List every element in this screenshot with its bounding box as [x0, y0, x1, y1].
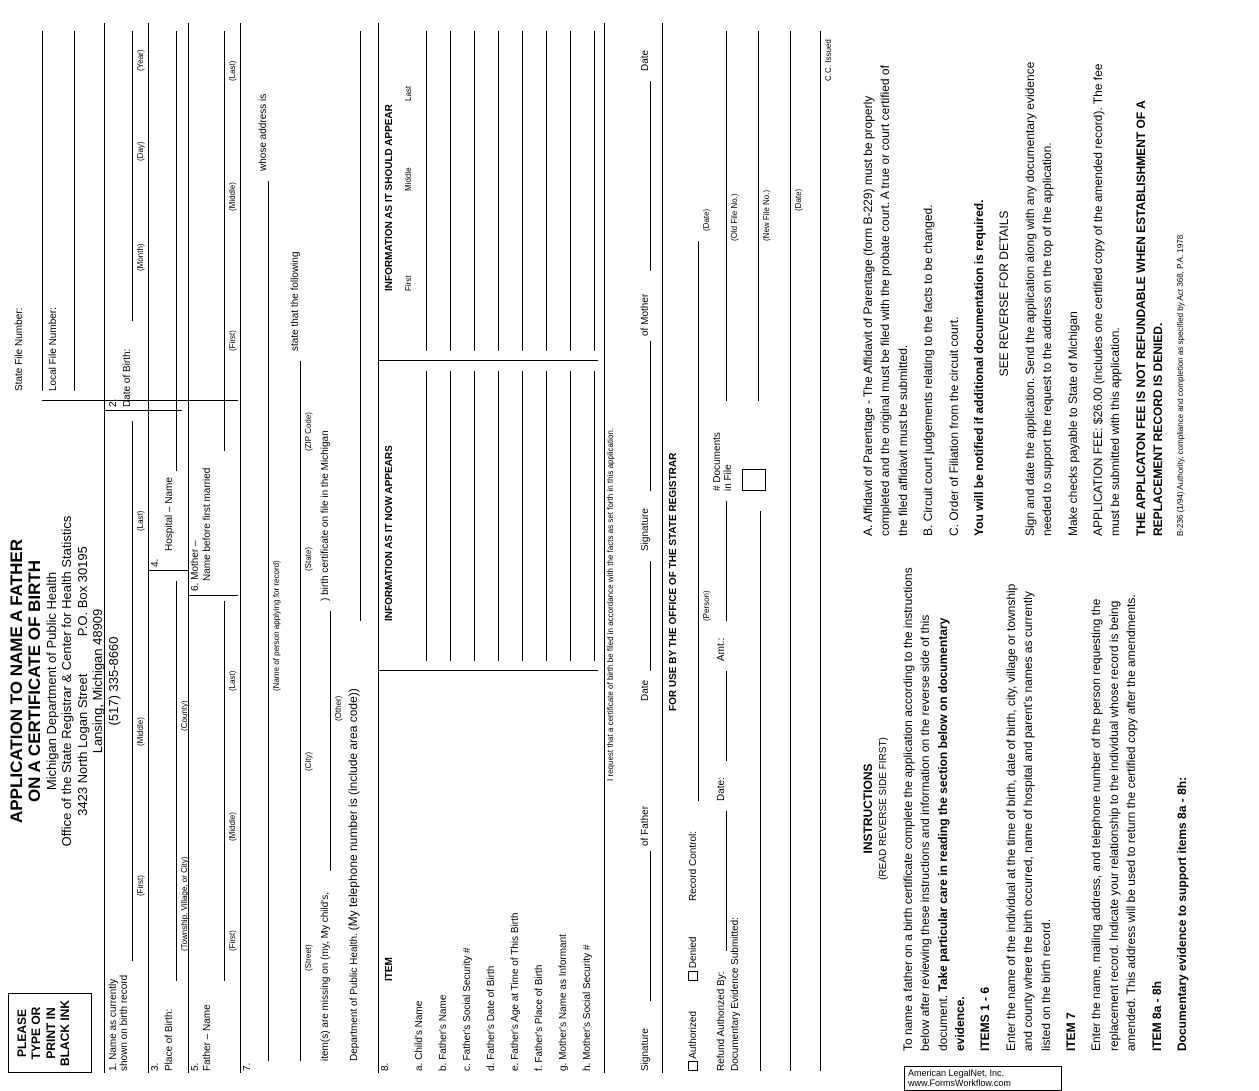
statement: I request that a certificate of birth be filed in accordance with the facts as set forth in this application.	[606, 427, 615, 781]
item2-label: 2.	[108, 398, 119, 407]
of-father: of Father	[640, 805, 651, 846]
street: 3423 North Logan Street	[74, 673, 90, 816]
instr-pC: C. Order of Filiation from the circuit court.	[946, 316, 961, 536]
item4-label: 4.	[150, 558, 161, 567]
state-following: state that the following	[290, 251, 301, 351]
phone-line: (517) 335-8660	[106, 636, 122, 726]
state-file-label: State File Number:	[14, 307, 25, 391]
instr-intro-bold: Take particular care in reading the section below on documentary evidence.	[935, 617, 968, 1051]
name-field[interactable]	[132, 421, 133, 961]
pob-sub-township: (Township, Village, or City)	[180, 856, 189, 951]
dob-sub-year: (Year)	[136, 49, 145, 71]
divider	[240, 23, 241, 1073]
father-name-label: Father – Name	[202, 1004, 213, 1071]
father-signature-field[interactable]	[650, 851, 651, 1001]
pob-sub-county: (County)	[180, 700, 189, 731]
instr-pA: A. Affidavit of Parentage - The Affidavit of Parentage (form B-229) must be properly completed and the original must be filed with the probate court. A true or court certified of the filed affidavit must be submitted.	[861, 65, 910, 536]
hospital-field[interactable]	[176, 31, 177, 471]
please-line: PLEASE	[15, 1009, 29, 1058]
office-heading: FOR USE BY THE OFFICE OF THE STATE REGISTRAR	[668, 452, 679, 711]
instr-footer: B-236 (1/94) Authority, compliance and completion as specified by Act 368, P.A. 1978	[1176, 234, 1186, 536]
authorized-option[interactable]	[688, 1011, 699, 1071]
date-label-mother: Date	[640, 49, 651, 71]
father-date-field[interactable]	[650, 561, 651, 671]
divider	[604, 23, 605, 1073]
local-file-number	[48, 307, 59, 391]
num-docs-label: # Documents	[712, 432, 723, 491]
row-now-field[interactable]	[426, 371, 427, 661]
name-sub-first: (First)	[136, 875, 145, 896]
row-should-field[interactable]	[450, 31, 451, 351]
row-now-field[interactable]	[522, 371, 523, 661]
divider	[188, 23, 189, 1073]
amt-field[interactable]	[726, 501, 727, 621]
address-field[interactable]	[300, 361, 301, 1061]
form-title-line1: APPLICATION TO NAME A FATHER	[7, 539, 26, 823]
table-row: e. Father's Age at Time of This Birth	[510, 912, 521, 1071]
sub-person: (Person)	[702, 590, 711, 621]
row-should-field[interactable]	[426, 31, 427, 351]
relationship-field[interactable]	[330, 611, 331, 871]
instructions-column	[860, 51, 1197, 1051]
mn-sub-last: (Last)	[228, 60, 237, 81]
mother-before-label: Name before first married	[202, 467, 213, 581]
table-row: a. Child's Name	[414, 1000, 425, 1071]
refund-date-label: Date:	[716, 777, 727, 801]
instr-h16: ITEMS 1 - 6	[978, 986, 993, 1051]
table-row: b. Father's Name	[438, 994, 449, 1071]
doc-evidence-label: Documentary Evidence Submitted:	[730, 917, 741, 1071]
docs-in-file-box[interactable]	[742, 469, 766, 491]
sub-applicant: (Name of person applying for record)	[272, 560, 281, 691]
row-now-field[interactable]	[474, 371, 475, 661]
instructions-subheading: (READ REVERSE SIDE FIRST)	[878, 737, 890, 880]
instr-p16: Enter the name of the individual at the time of birth, date of birth, city, village or township and county where the birth occurred, name of hospital and parent's names as currently listed on the birth record.	[1003, 583, 1053, 1051]
num-docs	[712, 432, 734, 491]
col-first: First	[404, 275, 413, 291]
phone-field[interactable]	[360, 31, 361, 621]
sub-state: (State)	[304, 546, 313, 571]
row-now-field[interactable]	[594, 371, 595, 661]
applicant-name-field[interactable]	[268, 181, 269, 1061]
item6-label: 6. Mother –	[190, 540, 201, 591]
row-should-field[interactable]	[546, 31, 547, 351]
col-middle: Middle	[404, 167, 413, 191]
address-line	[75, 401, 91, 961]
sub-zip: (ZIP Code)	[304, 412, 313, 451]
row-should-field[interactable]	[498, 31, 499, 351]
date-of-birth-label: Date of Birth:	[122, 348, 133, 407]
in-file-label: in File	[723, 464, 734, 491]
divider	[148, 23, 149, 1073]
col-now: INFORMATION AS IT NOW APPEARS	[384, 445, 395, 621]
watermark-line1: American LegalNet, Inc.	[908, 1068, 1005, 1078]
row-now-field[interactable]	[450, 371, 451, 661]
name-sub-middle: (Middle)	[136, 717, 145, 746]
table-col-sep	[378, 360, 598, 361]
table-row: f. Father's Place of Birth	[534, 964, 545, 1071]
instr-nonrefund: THE APPLICATON FEE IS NOT REFUNDABLE WHEN ESTABLISHMENT OF A REPLACEMENT RECORD IS DENIED.	[1133, 100, 1166, 536]
divider	[378, 23, 379, 1073]
item5-label: 5.	[190, 1062, 201, 1071]
watermark-line2: www.FormsWorkflow.com	[908, 1078, 1011, 1089]
date-of-birth-field[interactable]	[132, 31, 133, 321]
row-now-field[interactable]	[570, 371, 571, 661]
name-sub-last: (Last)	[136, 510, 145, 531]
hospital-label: Hospital – Name	[164, 477, 175, 551]
row-should-field[interactable]	[522, 31, 523, 351]
instructions-heading: INSTRUCTIONS	[861, 763, 875, 854]
item1-label	[108, 975, 130, 1071]
table-row: h. Mother's Social Security #	[582, 944, 593, 1071]
evidence-line-3[interactable]	[820, 31, 821, 1071]
row-should-field[interactable]	[474, 31, 475, 351]
dept-health-text: Department of Public Health.	[349, 933, 360, 1061]
place-of-birth-field[interactable]	[176, 581, 177, 981]
col-last: Last	[404, 85, 413, 101]
row-now-field[interactable]	[498, 371, 499, 661]
instr-h8b: Documentary evidence to support items 8a - 8h:	[1174, 776, 1189, 1051]
mn-sub-first: (First)	[228, 330, 237, 351]
instr-h8: ITEM 8a - 8h	[1149, 980, 1164, 1051]
refund-label: Refund Authorized By:	[716, 971, 727, 1071]
checkbox-icon[interactable]	[688, 971, 698, 981]
sub-other: (Other)	[334, 695, 343, 721]
dob-sub-day: (Day)	[136, 141, 145, 161]
row-should-field[interactable]	[570, 31, 571, 351]
fn-sub-last: (Last)	[228, 670, 237, 691]
col-should: INFORMATION AS IT SHOULD APPEAR	[384, 104, 395, 291]
col-item: ITEM	[384, 957, 395, 981]
local-file-label: Local File Number:	[48, 307, 59, 391]
item8-label: 8.	[380, 1062, 391, 1071]
office-name: Office of the State Registrar & Center for Health Statistics	[59, 515, 75, 847]
mother-signature-field[interactable]	[650, 341, 651, 491]
place-of-birth-label: Place of Birth:	[164, 1008, 175, 1071]
father-name-field[interactable]	[224, 601, 225, 981]
sig-label-mother: Signature	[640, 508, 651, 551]
date-label-father: Date	[640, 679, 651, 701]
of-mother: of Mother	[640, 293, 651, 336]
please-line: BLACK INK	[58, 1000, 73, 1066]
mn-sub-middle: (Middle)	[228, 182, 237, 211]
mother-date-field[interactable]	[650, 81, 651, 271]
state-file-number	[14, 91, 25, 391]
table-row: c. Father's Social Security #	[462, 947, 473, 1071]
row-now-field[interactable]	[546, 371, 547, 661]
divider-v	[104, 410, 182, 411]
divider	[104, 23, 105, 1073]
fn-sub-first: (First)	[228, 930, 237, 951]
sub-city: (City)	[304, 751, 313, 771]
instr-p7: Enter the name, mailing address, and telephone number of the person requesting the replacement record. Indicate your relationship to the individual whose record is being amended. This address will be used to return the certified copy after the amendments.	[1089, 594, 1139, 1051]
record-control-field[interactable]	[698, 241, 699, 801]
instr-intro-text: To name a father on a birth certificate complete the application according to the instructions below after reviewing these instructions and information on the reverse side of this document.	[900, 567, 950, 1051]
whose-address: whose address is	[258, 93, 269, 171]
old-file-field[interactable]	[726, 31, 727, 401]
fn-sub-middle: (Middle)	[228, 812, 237, 841]
sub-street: (Street)	[304, 944, 313, 971]
table-row: g. Mother's Name as Informant	[558, 934, 569, 1071]
divider-v	[148, 570, 188, 571]
dept-health	[346, 688, 360, 1061]
watermark	[904, 1066, 1062, 1091]
local-file-field[interactable]	[74, 31, 75, 391]
please-line: PRINT IN	[43, 1007, 58, 1059]
phone-line: (My telephone number is (include area code))	[346, 688, 360, 931]
amt-label: Amt.:	[716, 637, 727, 661]
sub-date-2: (Date)	[794, 188, 803, 211]
pobox: P.O. Box 30195	[74, 546, 90, 637]
evidence-line-1[interactable]	[760, 511, 761, 1071]
new-file-label: (New File No.)	[762, 189, 771, 241]
items-missing: item(s) are missing on (my, My child's,	[320, 892, 331, 1061]
state-file-field[interactable]	[42, 31, 43, 391]
authorized-label: Authorized	[688, 1010, 699, 1059]
refund-field[interactable]	[726, 811, 727, 951]
evidence-line-2[interactable]	[790, 31, 791, 1071]
refund-date-field[interactable]	[726, 671, 727, 761]
mother-name-field[interactable]	[224, 31, 225, 451]
item1-label-a: 1. Name as currently	[108, 978, 119, 1071]
table-col-sep	[378, 670, 598, 671]
denied-option[interactable]	[688, 937, 699, 981]
row-should-field[interactable]	[594, 31, 595, 351]
please-line: TYPE OR	[29, 1006, 44, 1060]
new-file-field[interactable]	[758, 31, 759, 401]
table-row: d. Father's Date of Birth	[486, 965, 497, 1071]
instr-checks: Make checks payable to State of Michigan	[1065, 311, 1080, 536]
city-line: Lansing, Michigan 48909	[90, 608, 106, 754]
dob-sub-month: (Month)	[136, 243, 145, 271]
checkbox-icon[interactable]	[688, 1061, 698, 1071]
instr-h7: ITEM 7	[1064, 1012, 1079, 1051]
instr-pB: B. Circuit court judgements relating to the facts to be changed.	[921, 204, 936, 536]
instr-fee: APPLICATION FEE: $26.00 (includes one certified copy of the amended record). The fee must be submitted with this application.	[1090, 63, 1123, 536]
sig-label-father: Signature	[640, 1028, 651, 1071]
instr-notified: You will be notified if additional documentation is required.	[971, 199, 986, 536]
instr-intro	[900, 566, 970, 1051]
divider-v	[188, 595, 238, 596]
item3-label: 3.	[150, 1062, 161, 1071]
old-file-label: (Old File No.)	[730, 193, 739, 241]
instr-see-reverse: SEE REVERSE FOR DETAILS	[997, 210, 1012, 377]
denied-label: Denied	[688, 936, 699, 969]
item7-label: 7.	[242, 1062, 253, 1071]
file-box-left	[42, 400, 238, 401]
cc-issued: C.C. Issued	[824, 39, 833, 81]
dept-name: Michigan Department of Public Health	[43, 571, 59, 791]
instr-sign: Sign and date the application. Send the application along with any documentary evidence needed to support the request to the address on the top of the application.	[1022, 61, 1055, 536]
birth-cert-on-file: ) birth certificate on file in the Michigan	[320, 430, 331, 601]
sub-date: (Date)	[702, 208, 711, 231]
please-box	[8, 993, 92, 1073]
form-title-line2: ON A CERTIFICATE OF BIRTH	[24, 559, 44, 803]
item1-label-b: shown on birth record	[119, 974, 130, 1071]
divider	[662, 23, 663, 1073]
record-control: Record Control:	[688, 830, 699, 901]
